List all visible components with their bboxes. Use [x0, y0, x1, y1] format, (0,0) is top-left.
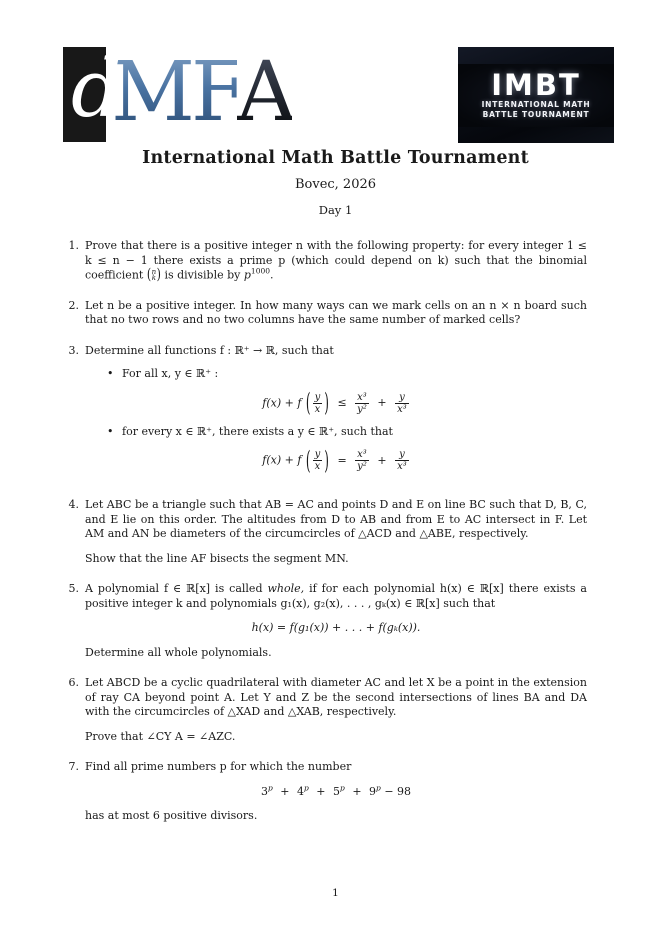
dmfa-logo	[63, 42, 292, 143]
problem-1-seg2: is divisible by	[164, 268, 241, 282]
frac-num: y	[314, 391, 321, 403]
formula-3b	[85, 445, 587, 475]
problem-7-text	[85, 760, 587, 824]
term-exponent: p	[267, 783, 273, 793]
formula-7	[85, 785, 587, 800]
open-paren: (	[305, 445, 311, 475]
fraction-y-over-x3	[395, 449, 409, 472]
dmfa-letter-f: F	[190, 45, 237, 140]
problem-2-text	[85, 299, 587, 328]
problem-1-seg1: Prove that there is a positive integer n with the following property: for every integer 1 ≤ k ≤ n − 1 there exists a prime p (which could depend on k) such that the binomial coefficient	[85, 239, 587, 282]
formula-3b-lhs: f(x) + f	[262, 453, 302, 467]
problem-6-paragraph-1: Let ABCD be a cyclic quadrilateral with diameter AC and let X be a point in the extension of ray CA beyond point A. Let Y and Z be the second intersections of lines BA and DA with the circumcircles of △XAD and △XAB, respectively.	[85, 676, 587, 719]
frac-num: x³	[357, 449, 367, 461]
problem-2-number: 2.	[68, 298, 79, 312]
problem-5-text	[85, 582, 587, 660]
frac-num: y	[399, 391, 405, 403]
page-subtitle: Bovec, 2026	[294, 177, 377, 192]
dmfa-letter-a: A	[236, 45, 292, 140]
problem-1	[65, 239, 587, 283]
problem-3-bullet-2-text: for every x ∈ ℝ⁺, there exists a y ∈ ℝ⁺, such that	[122, 424, 393, 438]
problem-6-number: 6.	[68, 676, 79, 690]
formula-3a	[85, 388, 587, 418]
problem-1-text	[85, 239, 587, 283]
frac-den: x³	[397, 461, 407, 473]
binom-close-paren: )	[156, 265, 161, 284]
problem-4	[65, 498, 587, 566]
fraction-y-over-x	[313, 392, 323, 415]
problem-4-paragraph-1: Let ABC be a triangle such that AB = AC and points D and E on line BC such that D, B, C, and E lie on this order. The altitudes from D to AB and from E to AC intersect in F. Let AM and AN be diameters of the circumcircles of △ACD and △ABE, respectively.	[85, 498, 587, 541]
plus-operator: +	[377, 453, 387, 467]
fraction-y-over-x	[313, 449, 323, 472]
binomial-coefficient	[146, 265, 161, 284]
frac-den: y²	[357, 403, 367, 415]
close-paren: )	[324, 388, 329, 418]
problem-6	[65, 676, 587, 744]
problem-7-number: 7.	[68, 760, 79, 774]
plus-operator: +	[280, 784, 290, 798]
problem-6-paragraph-2: Prove that ∠CY A = ∠AZC.	[85, 729, 236, 743]
formula-7-tail: − 98	[384, 784, 412, 798]
dmfa-letters-mfa	[111, 45, 292, 140]
problem-3-intro: Determine all functions f : ℝ⁺ → ℝ, such that	[85, 343, 334, 357]
page-title: International Math Battle Tournament	[142, 148, 529, 168]
imbt-logo-inner	[458, 64, 614, 127]
problem-4-text	[85, 498, 587, 566]
problem-3-number: 3.	[68, 343, 79, 357]
term-exponent: p	[376, 783, 381, 793]
binom-top: n	[151, 267, 157, 276]
problem-5-paragraph-2: Determine all whole polynomials.	[85, 645, 272, 659]
frac-num: y	[399, 449, 405, 461]
term-base: 3	[260, 784, 268, 798]
frac-den: x	[313, 403, 323, 415]
frac-den: x³	[397, 403, 407, 415]
formula-5: h(x) = f(g₁(x)) + . . . + f(gₖ(x)).	[251, 621, 421, 635]
problem-5-whole-italic: whole,	[267, 582, 305, 596]
plus-operator: +	[316, 784, 326, 798]
bullet-icon: •	[107, 424, 114, 438]
problem-4-number: 4.	[68, 498, 79, 512]
problem-3-bullet-1-text: For all x, y ∈ ℝ⁺ :	[122, 367, 219, 381]
fraction-y-over-x3	[395, 392, 409, 415]
problem-2	[65, 299, 587, 328]
power-exponent: 1000	[250, 266, 271, 276]
problem-5-number: 5.	[68, 582, 79, 596]
imbt-subtitle-line1: INTERNATIONAL MATH	[481, 99, 591, 109]
problem-3-bullet-1	[85, 367, 587, 382]
imbt-acronym-text: IMBT	[491, 67, 581, 102]
fraction-x3-over-y2	[355, 392, 369, 415]
term-base: 9	[369, 784, 377, 798]
term-base: 4	[296, 784, 304, 798]
power-base: p	[243, 268, 251, 282]
relation-leq: ≤	[337, 396, 347, 410]
problem-5-seg1: A polynomial f ∈ ℝ[x] is called	[85, 582, 263, 596]
frac-num: y	[314, 449, 321, 461]
problem-7	[65, 760, 587, 824]
formula-3a-lhs: f(x) + f	[262, 396, 302, 410]
relation-equals: =	[337, 453, 347, 467]
binom-bottom: k	[151, 274, 156, 283]
imbt-logo	[458, 47, 614, 143]
problem-3-bullet-2	[85, 425, 587, 440]
bullet-icon: •	[107, 367, 114, 381]
page-number: 1	[332, 887, 339, 899]
term-exponent: p	[303, 783, 309, 793]
open-paren: (	[305, 388, 311, 418]
dmfa-letter-m: M	[111, 45, 191, 140]
problem-3	[65, 344, 587, 483]
close-paren: )	[324, 445, 329, 475]
problem-6-text	[85, 676, 587, 744]
imbt-subtitle-line2: BATTLE TOURNAMENT	[482, 109, 590, 119]
term-base: 5	[333, 784, 340, 798]
problem-7-paragraph-1: Find all prime numbers p for which the number	[85, 760, 352, 774]
dmfa-letter-d: d	[71, 42, 123, 135]
problem-1-period: .	[270, 268, 274, 282]
frac-den: y²	[357, 461, 367, 473]
problem-7-paragraph-2: has at most 6 positive divisors.	[85, 809, 258, 823]
frac-den: x	[313, 460, 323, 472]
problem-5	[65, 582, 587, 660]
problem-3-text	[85, 344, 587, 483]
binom-open-paren: (	[146, 265, 152, 284]
day-label: Day 1	[318, 203, 353, 217]
plus-operator: +	[352, 784, 362, 798]
problem-list	[65, 239, 587, 840]
problem-5-seg2: if for each polynomial h(x) ∈ ℝ[x] there exists a positive integer k and polynomials g₁(x), g₂(x), . . . , gₖ(x) ∈ ℝ[x] such that	[85, 582, 587, 610]
problem-2-paragraph: Let n be a positive integer. In how many ways can we mark cells on an n × n board such that no two rows and no two columns have the same number of marked cells?	[85, 298, 587, 327]
problem-4-paragraph-2: Show that the line AF bisects the segment MN.	[85, 551, 349, 565]
term-exponent: p	[340, 783, 345, 793]
fraction-x3-over-y2	[355, 449, 369, 472]
plus-operator: +	[377, 396, 387, 410]
problem-1-number: 1.	[68, 239, 79, 252]
frac-num: x³	[357, 391, 367, 403]
